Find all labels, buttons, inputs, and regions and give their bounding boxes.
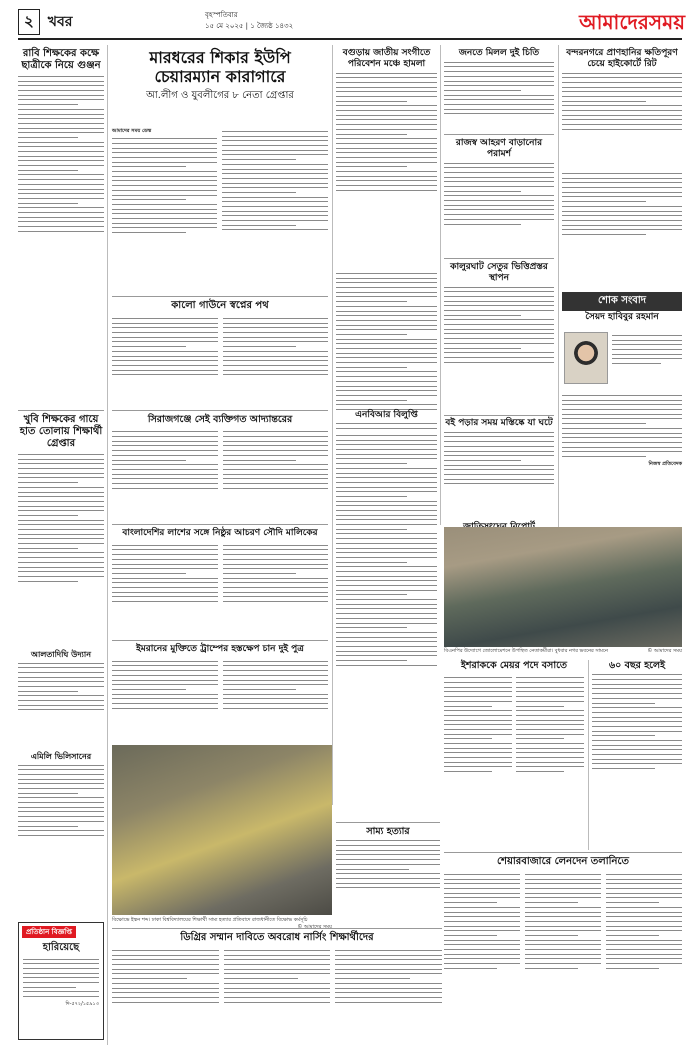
story-divider [112, 928, 442, 929]
headline: ৬০ বছর হলেই [608, 660, 666, 671]
headline: এনবিআর বিলুপ্তি [336, 410, 437, 421]
page-number: ২ [18, 9, 40, 35]
byline: আমাদের সময় ডেস্ক [112, 128, 152, 134]
story-divider [112, 296, 328, 297]
ad-title: হারিয়েছে [42, 942, 80, 954]
headline: কালুরঘাট সেতুর ভিত্তিপ্রস্তর স্থাপন [450, 262, 548, 283]
story-boi [444, 418, 554, 528]
story-nbr [336, 432, 437, 822]
lead-story-col2 [222, 128, 328, 293]
story-sirajganj [112, 414, 328, 524]
news-photo-nagar-bhaban [444, 527, 682, 647]
newspaper-logo: আমাদেরসময় [579, 10, 685, 34]
headline: সাম্য হত্যার [366, 826, 410, 837]
body-text [444, 432, 554, 485]
lead-subheadline: আ.লীগ ও যুবলীগের ৮ নেতা গ্রেপ্তার [146, 90, 294, 102]
body-text [612, 335, 682, 364]
caption-text: বিক্ষোভে ইস্কন শব্দ। ঢাকা বিশ্ববিদ্যালয়ের শিক্ষার্থী সাম্য হত্যার প্রতিবাদে রাজধানীতে বিক্ষোভ কর্মসূচি [112, 917, 308, 923]
obituary-title-bar [562, 292, 682, 308]
body-text [336, 435, 437, 666]
body-text [223, 658, 329, 713]
lead-story-col1 [112, 128, 217, 293]
story-divider [444, 134, 554, 135]
body-text [222, 131, 328, 230]
ad-body [23, 959, 99, 998]
obituary-byline: নিজস্ব প্রতিবেদক [648, 460, 682, 467]
headline: বন্দরনগরে প্রাণহানির ক্ষতিপূরণ চেয়ে হাইকোর্টে রিট [566, 48, 678, 69]
obituary-title: শোক সংবাদ [562, 292, 682, 311]
headline: রাজস্ব আহরণ বাড়ানোর পরামর্শ [455, 138, 543, 159]
body-text [592, 674, 682, 769]
body-text [18, 76, 104, 232]
section-title: খবর [47, 13, 73, 30]
body-text [562, 395, 682, 457]
obituary-name-box [562, 312, 682, 328]
obituary-portrait [564, 332, 608, 384]
body-text [444, 871, 520, 972]
story-samya [336, 826, 440, 926]
caption-text: বিএনপির উদ্যোগে জোলোমেশনে উপস্থিত নেতাকর্মীরা। বুধবার নগর ভবনের সামনে [444, 648, 608, 654]
story-jantey [444, 48, 554, 148]
headline: ডিগ্রির সম্মান দাবিতে অবরোধ নার্সিং শিক্ষার্থীদের [180, 932, 374, 943]
lead-headline-line2: চেয়ারম্যান কারাগারে [154, 67, 286, 87]
headline: এমিলি ভিলিসানের [30, 751, 92, 761]
story-divider [112, 640, 328, 641]
story-bandar [562, 48, 682, 168]
dateline-date: ১৫ মে ২০২৫ | ১ জ্যৈষ্ঠ ১৪৩২ [205, 22, 294, 31]
story-diploma [112, 932, 442, 1042]
story-divider [18, 410, 104, 411]
story-kalo-gaun [112, 300, 328, 410]
story-sharebazar [444, 856, 682, 1044]
lead-story-header [112, 48, 328, 128]
story-khubi [18, 414, 104, 644]
story-rabi [18, 48, 104, 298]
story-divider [336, 822, 440, 823]
body-text [562, 173, 682, 235]
body-text [444, 62, 554, 115]
masthead-divider [18, 38, 682, 40]
column-divider [440, 45, 441, 525]
page-header [18, 8, 108, 36]
dateline-day: বৃহস্পতিবার [205, 11, 238, 19]
body-text [112, 315, 218, 379]
headline: বই পড়ার সময় মস্তিষ্কে যা ঘটে [445, 418, 553, 428]
body-text [336, 73, 437, 191]
photo-caption [444, 648, 682, 658]
body-text [112, 138, 217, 233]
lead-headline-line1: মারধরের শিকার ইউপি [149, 48, 291, 67]
headline: সিরাজগঞ্জে সেই ব্যক্তিগত আদ্যান্তরের [147, 414, 293, 425]
obituary-body [562, 392, 682, 524]
caption-credit: © আমাদের সময় [647, 648, 682, 654]
obituary-side-text [612, 332, 682, 392]
story-divider [112, 410, 328, 411]
body-text [18, 765, 104, 836]
story-saudi [112, 528, 328, 638]
column-divider [332, 45, 333, 805]
body-text [444, 287, 554, 363]
body-text [335, 947, 442, 1006]
headline: খুবি শিক্ষকের গায়ে হাত তোলায় শিক্ষার্থী গ্রেপ্তার [19, 414, 103, 449]
story-bagura [336, 48, 437, 268]
body-text [223, 315, 329, 379]
body-text [112, 947, 219, 1006]
obituary-name: সৈয়দ হাবিবুর রহমান [585, 312, 659, 322]
story-divider [444, 415, 554, 416]
headline: শেয়ারবাজারে লেনদেন তলানিতে [497, 856, 629, 867]
body-text [606, 871, 682, 972]
photo-caption [112, 917, 332, 927]
body-text [224, 947, 331, 1006]
story-ishrak [444, 660, 584, 850]
body-text [223, 542, 329, 606]
column-divider [107, 45, 108, 1045]
story-divider [444, 258, 554, 259]
body-text [223, 428, 329, 492]
body-text [444, 674, 512, 775]
story-kalurghat [444, 262, 554, 412]
body-text [444, 163, 554, 225]
story-rajob [444, 138, 554, 258]
body-text [336, 273, 437, 429]
headline: জনতে মিলল দুই চিতি [458, 48, 540, 58]
body-text [18, 454, 104, 582]
column-divider [588, 660, 589, 850]
dateline [205, 10, 505, 32]
headline: বাংলাদেশির লাশের সঙ্গে নিষ্ঠুর আচরণ সৌদি মালিকের [122, 528, 318, 538]
ad-tag: প্রতিষ্ঠান বিজ্ঞপ্তি [22, 926, 76, 938]
ad-footer: দি-৫৭২/১৫৯১৩ [65, 1000, 99, 1007]
body-text [516, 674, 584, 775]
story-bandar-cont [562, 170, 682, 290]
headline: ইমরানের মুক্তিতে ট্রাম্পের হস্তক্ষেপ চান দুই পুত্র [136, 644, 304, 654]
story-divider [112, 524, 328, 525]
story-60years [592, 660, 682, 850]
story-divider [444, 852, 682, 853]
news-photo-protest [112, 745, 332, 915]
story-emily [18, 752, 104, 892]
story-imran [112, 644, 328, 740]
column-divider [558, 45, 559, 575]
body-text [525, 871, 601, 972]
headline: বগুড়ায় জাতীয় সংগীতে পরিবেশন মঞ্চে হামলা [342, 48, 431, 69]
headline: কালো গাউনে স্বপ্নের পথ [171, 300, 269, 311]
story-altadighi [18, 650, 104, 750]
story-nbr-header [336, 410, 437, 430]
body-text [18, 663, 104, 711]
body-text [336, 840, 440, 888]
headline: আলতাদিঘি উদ্যান [31, 649, 91, 659]
body-text [562, 73, 682, 130]
body-text [112, 428, 218, 492]
classified-ad [18, 922, 104, 1040]
headline: ইশরাককে মেয়র পদে বসাতে [460, 660, 568, 671]
headline: রাবি শিক্ষকের কক্ষে ছাত্রীকে নিয়ে গুঞ্জন [21, 48, 101, 71]
body-text [112, 542, 218, 606]
body-text [112, 658, 218, 713]
